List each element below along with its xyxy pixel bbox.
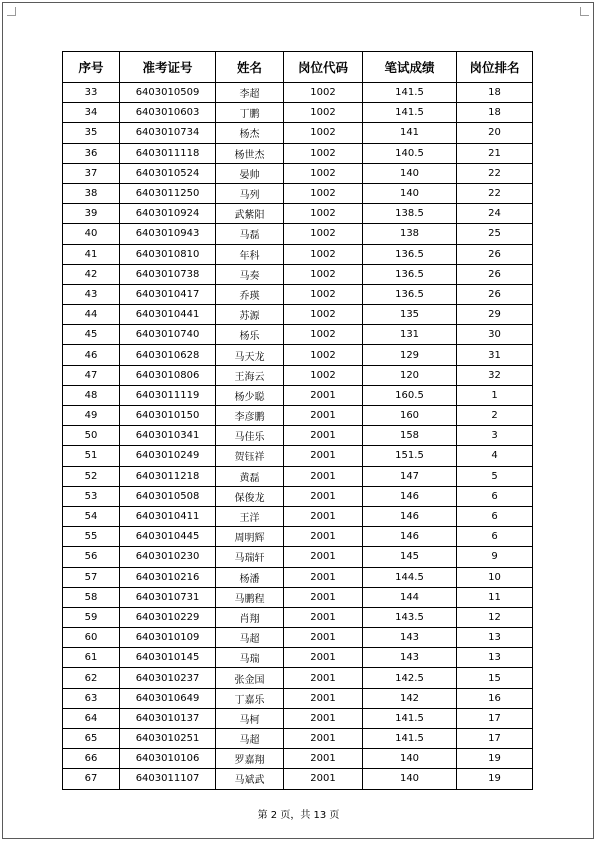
cell-score: 129: [363, 345, 457, 365]
cell-post-code: 2001: [284, 567, 363, 587]
cell-post-code: 1002: [284, 284, 363, 304]
cell-post-code: 1002: [284, 305, 363, 325]
cell-exam-id: 6403010441: [120, 305, 216, 325]
cell-rank: 17: [457, 708, 533, 728]
cell-post-code: 1002: [284, 183, 363, 203]
cell-post-code: 2001: [284, 587, 363, 607]
cell-seq: 52: [63, 466, 120, 486]
score-table: [62, 51, 533, 790]
cell-score: 144: [363, 587, 457, 607]
cell-seq: 50: [63, 426, 120, 446]
cell-score: 140.5: [363, 143, 457, 163]
cell-post-code: 2001: [284, 506, 363, 526]
cell-post-code: 2001: [284, 426, 363, 446]
cell-post-code: 2001: [284, 385, 363, 405]
header-name: 姓名: [216, 52, 284, 83]
cell-name: 马列: [216, 183, 284, 203]
cell-score: 146: [363, 486, 457, 506]
cell-post-code: 1002: [284, 224, 363, 244]
cell-rank: 5: [457, 466, 533, 486]
cell-exam-id: 6403010411: [120, 506, 216, 526]
cell-rank: 1: [457, 385, 533, 405]
cell-post-code: 2001: [284, 688, 363, 708]
table-row: [63, 284, 533, 304]
cell-seq: 55: [63, 527, 120, 547]
cell-exam-id: 6403011118: [120, 143, 216, 163]
cell-score: 131: [363, 325, 457, 345]
table-row: [63, 708, 533, 728]
cell-name: 年科: [216, 244, 284, 264]
cell-exam-id: 6403010924: [120, 204, 216, 224]
cell-exam-id: 6403010810: [120, 244, 216, 264]
cell-rank: 19: [457, 769, 533, 789]
cell-post-code: 2001: [284, 668, 363, 688]
table-row: [63, 648, 533, 668]
cell-name: 罗嘉翔: [216, 749, 284, 769]
cell-name: 苏源: [216, 305, 284, 325]
header-post-code: 岗位代码: [284, 52, 363, 83]
cell-name: 王海云: [216, 365, 284, 385]
cell-exam-id: 6403010806: [120, 365, 216, 385]
cell-rank: 26: [457, 284, 533, 304]
cell-rank: 25: [457, 224, 533, 244]
cell-seq: 44: [63, 305, 120, 325]
cell-score: 141.5: [363, 83, 457, 103]
page-corner-mark: [580, 7, 589, 16]
cell-name: 马天龙: [216, 345, 284, 365]
cell-name: 杨杰: [216, 123, 284, 143]
cell-name: 马鹏程: [216, 587, 284, 607]
cell-exam-id: 6403010145: [120, 648, 216, 668]
cell-exam-id: 6403010216: [120, 567, 216, 587]
cell-name: 马柯: [216, 708, 284, 728]
cell-exam-id: 6403010509: [120, 83, 216, 103]
cell-score: 140: [363, 769, 457, 789]
table-row: [63, 688, 533, 708]
cell-exam-id: 6403010341: [120, 426, 216, 446]
cell-post-code: 2001: [284, 769, 363, 789]
cell-seq: 54: [63, 506, 120, 526]
cell-exam-id: 6403010508: [120, 486, 216, 506]
cell-exam-id: 6403010237: [120, 668, 216, 688]
cell-rank: 19: [457, 749, 533, 769]
cell-post-code: 2001: [284, 406, 363, 426]
table-row: [63, 103, 533, 123]
table-row: [63, 204, 533, 224]
cell-score: 143: [363, 628, 457, 648]
table-header: [63, 52, 533, 83]
cell-rank: 2: [457, 406, 533, 426]
cell-post-code: 2001: [284, 628, 363, 648]
table-row: [63, 123, 533, 143]
cell-name: 肖翔: [216, 607, 284, 627]
cell-score: 142.5: [363, 668, 457, 688]
cell-seq: 43: [63, 284, 120, 304]
cell-name: 王洋: [216, 506, 284, 526]
table-row: [63, 426, 533, 446]
cell-exam-id: 6403010603: [120, 103, 216, 123]
cell-rank: 4: [457, 446, 533, 466]
cell-score: 138: [363, 224, 457, 244]
cell-rank: 30: [457, 325, 533, 345]
table-row: [63, 749, 533, 769]
cell-name: 马超: [216, 729, 284, 749]
cell-score: 135: [363, 305, 457, 325]
cell-exam-id: 6403010628: [120, 345, 216, 365]
cell-score: 145: [363, 547, 457, 567]
cell-seq: 62: [63, 668, 120, 688]
cell-seq: 38: [63, 183, 120, 203]
cell-post-code: 2001: [284, 607, 363, 627]
cell-name: 武紫阳: [216, 204, 284, 224]
cell-post-code: 1002: [284, 83, 363, 103]
table-row: [63, 668, 533, 688]
cell-name: 马超: [216, 628, 284, 648]
cell-score: 120: [363, 365, 457, 385]
cell-score: 140: [363, 749, 457, 769]
cell-score: 160.5: [363, 385, 457, 405]
cell-score: 140: [363, 163, 457, 183]
cell-rank: 6: [457, 527, 533, 547]
cell-seq: 58: [63, 587, 120, 607]
cell-exam-id: 6403011107: [120, 769, 216, 789]
cell-score: 141: [363, 123, 457, 143]
cell-exam-id: 6403010731: [120, 587, 216, 607]
cell-rank: 22: [457, 163, 533, 183]
cell-post-code: 1002: [284, 365, 363, 385]
cell-post-code: 1002: [284, 163, 363, 183]
cell-name: 马瑞轩: [216, 547, 284, 567]
cell-name: 李彦鹏: [216, 406, 284, 426]
cell-rank: 20: [457, 123, 533, 143]
cell-seq: 37: [63, 163, 120, 183]
cell-exam-id: 6403011250: [120, 183, 216, 203]
cell-name: 马斌武: [216, 769, 284, 789]
cell-name: 杨乐: [216, 325, 284, 345]
cell-post-code: 2001: [284, 466, 363, 486]
cell-post-code: 2001: [284, 708, 363, 728]
cell-seq: 64: [63, 708, 120, 728]
cell-post-code: 1002: [284, 123, 363, 143]
cell-name: 丁嘉乐: [216, 688, 284, 708]
table-row: [63, 527, 533, 547]
cell-score: 140: [363, 183, 457, 203]
table-row: [63, 305, 533, 325]
cell-name: 晏帅: [216, 163, 284, 183]
cell-seq: 45: [63, 325, 120, 345]
table-row: [63, 163, 533, 183]
cell-post-code: 2001: [284, 547, 363, 567]
cell-score: 160: [363, 406, 457, 426]
cell-post-code: 1002: [284, 264, 363, 284]
header-row: [63, 52, 533, 83]
table-row: [63, 466, 533, 486]
cell-exam-id: 6403010249: [120, 446, 216, 466]
cell-seq: 33: [63, 83, 120, 103]
cell-seq: 51: [63, 446, 120, 466]
cell-seq: 66: [63, 749, 120, 769]
cell-score: 141.5: [363, 103, 457, 123]
cell-exam-id: 6403010524: [120, 163, 216, 183]
cell-rank: 18: [457, 83, 533, 103]
cell-score: 158: [363, 426, 457, 446]
cell-seq: 56: [63, 547, 120, 567]
cell-name: 马佳乐: [216, 426, 284, 446]
table-row: [63, 406, 533, 426]
header-exam-id: 准考证号: [120, 52, 216, 83]
cell-name: 丁鹏: [216, 103, 284, 123]
cell-score: 143.5: [363, 607, 457, 627]
cell-seq: 67: [63, 769, 120, 789]
cell-rank: 3: [457, 426, 533, 446]
cell-exam-id: 6403010150: [120, 406, 216, 426]
cell-score: 146: [363, 506, 457, 526]
cell-seq: 65: [63, 729, 120, 749]
cell-exam-id: 6403010738: [120, 264, 216, 284]
cell-score: 147: [363, 466, 457, 486]
cell-seq: 35: [63, 123, 120, 143]
cell-seq: 57: [63, 567, 120, 587]
table-row: [63, 143, 533, 163]
table-row: [63, 385, 533, 405]
cell-rank: 6: [457, 506, 533, 526]
cell-name: 杨潘: [216, 567, 284, 587]
cell-rank: 26: [457, 244, 533, 264]
cell-post-code: 1002: [284, 143, 363, 163]
table-row: [63, 486, 533, 506]
cell-rank: 31: [457, 345, 533, 365]
cell-name: 贺钰祥: [216, 446, 284, 466]
cell-rank: 13: [457, 648, 533, 668]
cell-seq: 53: [63, 486, 120, 506]
cell-exam-id: 6403010106: [120, 749, 216, 769]
cell-seq: 41: [63, 244, 120, 264]
cell-rank: 18: [457, 103, 533, 123]
table-row: [63, 607, 533, 627]
cell-rank: 29: [457, 305, 533, 325]
header-score: 笔试成绩: [363, 52, 457, 83]
cell-post-code: 2001: [284, 446, 363, 466]
cell-name: 杨少聪: [216, 385, 284, 405]
cell-score: 146: [363, 527, 457, 547]
table-row: [63, 244, 533, 264]
cell-exam-id: 6403010734: [120, 123, 216, 143]
cell-score: 143: [363, 648, 457, 668]
header-rank: 岗位排名: [457, 52, 533, 83]
table-row: [63, 769, 533, 789]
table-row: [63, 587, 533, 607]
table-row: [63, 506, 533, 526]
cell-post-code: 1002: [284, 103, 363, 123]
cell-name: 杨世杰: [216, 143, 284, 163]
cell-rank: 13: [457, 628, 533, 648]
cell-rank: 17: [457, 729, 533, 749]
table-row: [63, 83, 533, 103]
cell-seq: 63: [63, 688, 120, 708]
cell-post-code: 2001: [284, 648, 363, 668]
cell-seq: 46: [63, 345, 120, 365]
cell-seq: 36: [63, 143, 120, 163]
table-row: [63, 628, 533, 648]
cell-score: 136.5: [363, 284, 457, 304]
cell-post-code: 2001: [284, 749, 363, 769]
cell-rank: 15: [457, 668, 533, 688]
cell-post-code: 2001: [284, 527, 363, 547]
table-row: [63, 729, 533, 749]
cell-rank: 9: [457, 547, 533, 567]
cell-name: 保俊龙: [216, 486, 284, 506]
table-body: [63, 83, 533, 790]
cell-rank: 21: [457, 143, 533, 163]
cell-exam-id: 6403010251: [120, 729, 216, 749]
cell-score: 136.5: [363, 264, 457, 284]
table-row: [63, 365, 533, 385]
cell-seq: 60: [63, 628, 120, 648]
cell-rank: 22: [457, 183, 533, 203]
table-row: [63, 183, 533, 203]
cell-name: 周明辉: [216, 527, 284, 547]
table-row: [63, 325, 533, 345]
cell-name: 李超: [216, 83, 284, 103]
cell-name: 马奏: [216, 264, 284, 284]
cell-exam-id: 6403010229: [120, 607, 216, 627]
cell-post-code: 2001: [284, 729, 363, 749]
cell-seq: 48: [63, 385, 120, 405]
cell-rank: 16: [457, 688, 533, 708]
cell-score: 141.5: [363, 729, 457, 749]
cell-score: 138.5: [363, 204, 457, 224]
cell-seq: 59: [63, 607, 120, 627]
cell-rank: 11: [457, 587, 533, 607]
cell-post-code: 2001: [284, 486, 363, 506]
cell-seq: 34: [63, 103, 120, 123]
cell-score: 136.5: [363, 244, 457, 264]
table-row: [63, 446, 533, 466]
cell-exam-id: 6403010417: [120, 284, 216, 304]
cell-exam-id: 6403011119: [120, 385, 216, 405]
cell-rank: 10: [457, 567, 533, 587]
cell-name: 马磊: [216, 224, 284, 244]
cell-name: 马瑞: [216, 648, 284, 668]
header-seq: 序号: [63, 52, 120, 83]
cell-exam-id: 6403010137: [120, 708, 216, 728]
cell-post-code: 1002: [284, 244, 363, 264]
cell-score: 141.5: [363, 708, 457, 728]
cell-seq: 49: [63, 406, 120, 426]
cell-rank: 26: [457, 264, 533, 284]
cell-seq: 40: [63, 224, 120, 244]
cell-exam-id: 6403011218: [120, 466, 216, 486]
cell-exam-id: 6403010943: [120, 224, 216, 244]
table-row: [63, 264, 533, 284]
cell-post-code: 1002: [284, 204, 363, 224]
cell-score: 144.5: [363, 567, 457, 587]
cell-score: 151.5: [363, 446, 457, 466]
cell-exam-id: 6403010740: [120, 325, 216, 345]
cell-post-code: 1002: [284, 325, 363, 345]
cell-exam-id: 6403010230: [120, 547, 216, 567]
page-footer: 第 2 页，共 13 页: [257, 810, 340, 821]
cell-rank: 6: [457, 486, 533, 506]
cell-post-code: 1002: [284, 345, 363, 365]
cell-name: 张金国: [216, 668, 284, 688]
cell-rank: 24: [457, 204, 533, 224]
cell-name: 乔瑛: [216, 284, 284, 304]
cell-rank: 32: [457, 365, 533, 385]
cell-exam-id: 6403010649: [120, 688, 216, 708]
cell-rank: 12: [457, 607, 533, 627]
cell-seq: 39: [63, 204, 120, 224]
cell-seq: 47: [63, 365, 120, 385]
cell-name: 黄磊: [216, 466, 284, 486]
cell-exam-id: 6403010109: [120, 628, 216, 648]
page-corner-mark: [7, 7, 16, 16]
cell-score: 142: [363, 688, 457, 708]
cell-seq: 42: [63, 264, 120, 284]
table-row: [63, 547, 533, 567]
table-row: [63, 345, 533, 365]
table-row: [63, 224, 533, 244]
cell-seq: 61: [63, 648, 120, 668]
table-row: [63, 567, 533, 587]
cell-exam-id: 6403010445: [120, 527, 216, 547]
